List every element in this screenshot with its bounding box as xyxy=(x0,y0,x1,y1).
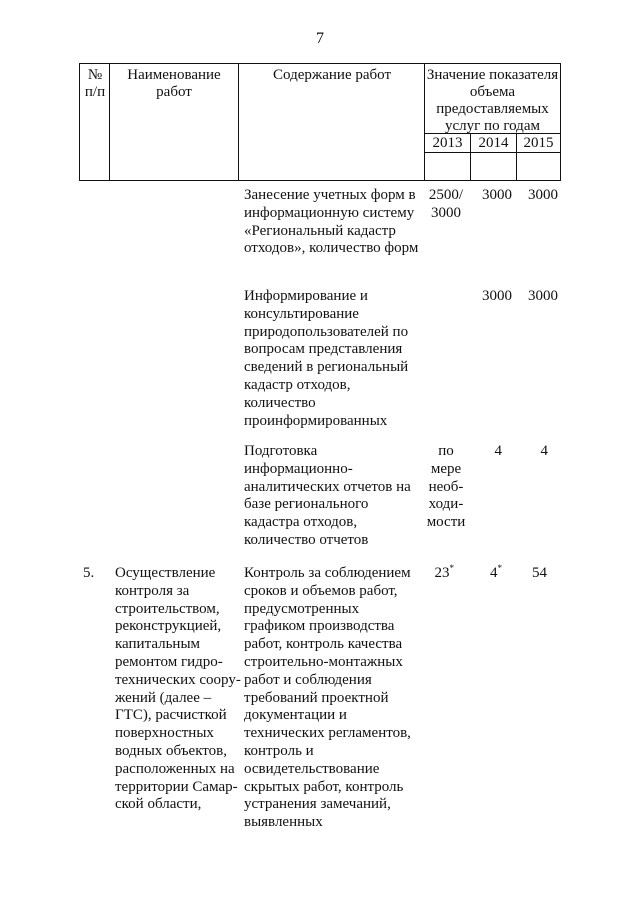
header-col2-rule xyxy=(238,63,239,181)
header-bottom-rule xyxy=(79,180,561,181)
row4-2013-footnote-mark: * xyxy=(449,563,454,573)
row1-2013: 2500/ 3000 xyxy=(428,187,464,221)
header-year-2014: 2014 xyxy=(478,135,509,151)
row4-2013-value: 23 xyxy=(434,565,450,581)
row3-2014: 4 xyxy=(494,443,502,459)
row4-2014 xyxy=(470,565,502,583)
row4-num: 5. xyxy=(83,565,95,581)
row4-2014-footnote-mark: * xyxy=(497,563,502,573)
row4-2015: 54 xyxy=(532,565,547,581)
header-value-title: Значение показателя объема предоставляемых услуг по годам xyxy=(426,67,559,134)
header-num: № п/п xyxy=(84,67,106,100)
row2-2015: 3000 xyxy=(528,288,558,304)
row4-name: Осуществление контроля за строительством, реконструкцией, капитальным ремонтом гидро-технических соору-жений (далее – ГТС), расчисткой поверхностных водных объектов, расположенных на территории Самар-ской области, xyxy=(115,565,241,813)
header-name: Наименование работ xyxy=(127,67,221,100)
row2-2014: 3000 xyxy=(482,288,512,304)
header-left-rule xyxy=(79,63,80,181)
row3-2013: по мере необ-ходи-мости xyxy=(426,443,466,531)
row3-2015: 4 xyxy=(540,443,548,459)
table-header xyxy=(79,63,561,181)
row4-2014-value: 4 xyxy=(490,565,498,581)
header-year-2013: 2013 xyxy=(432,135,463,151)
years-bottom-rule xyxy=(424,152,561,153)
header-content: Содержание работ xyxy=(273,67,391,83)
row3-content: Подготовка информационно-аналитических отчетов на базе регионального кадастра отходов, количество отчетов xyxy=(244,443,411,548)
page-number: 7 xyxy=(316,30,324,47)
header-right-rule xyxy=(560,63,561,181)
row4-content: Контроль за соблюдением сроков и объемов работ, предусмотренных графиком производства работ, контроль качества строительно-монтажных работ и соблюдения требований проектной документации и технических регламентов, контроль и освидетельствование скрытых работ, контроль устранения замечаний, выявленных xyxy=(244,565,411,831)
header-col1-rule xyxy=(109,63,110,181)
row1-content: Занесение учетных форм в информационную систему «Региональный кадастр отходов», количество форм xyxy=(244,187,419,257)
header-year-2015: 2015 xyxy=(523,135,554,151)
row1-2015: 3000 xyxy=(528,187,558,203)
row2-content: Информирование и консультирование природопользователей по вопросам представления сведений в региональный кадастр отходов, количество проинформированных xyxy=(244,288,409,429)
row4-2013 xyxy=(424,565,454,583)
header-top-rule xyxy=(79,63,561,64)
row1-2014: 3000 xyxy=(482,187,512,203)
header-col3-rule xyxy=(424,63,425,181)
